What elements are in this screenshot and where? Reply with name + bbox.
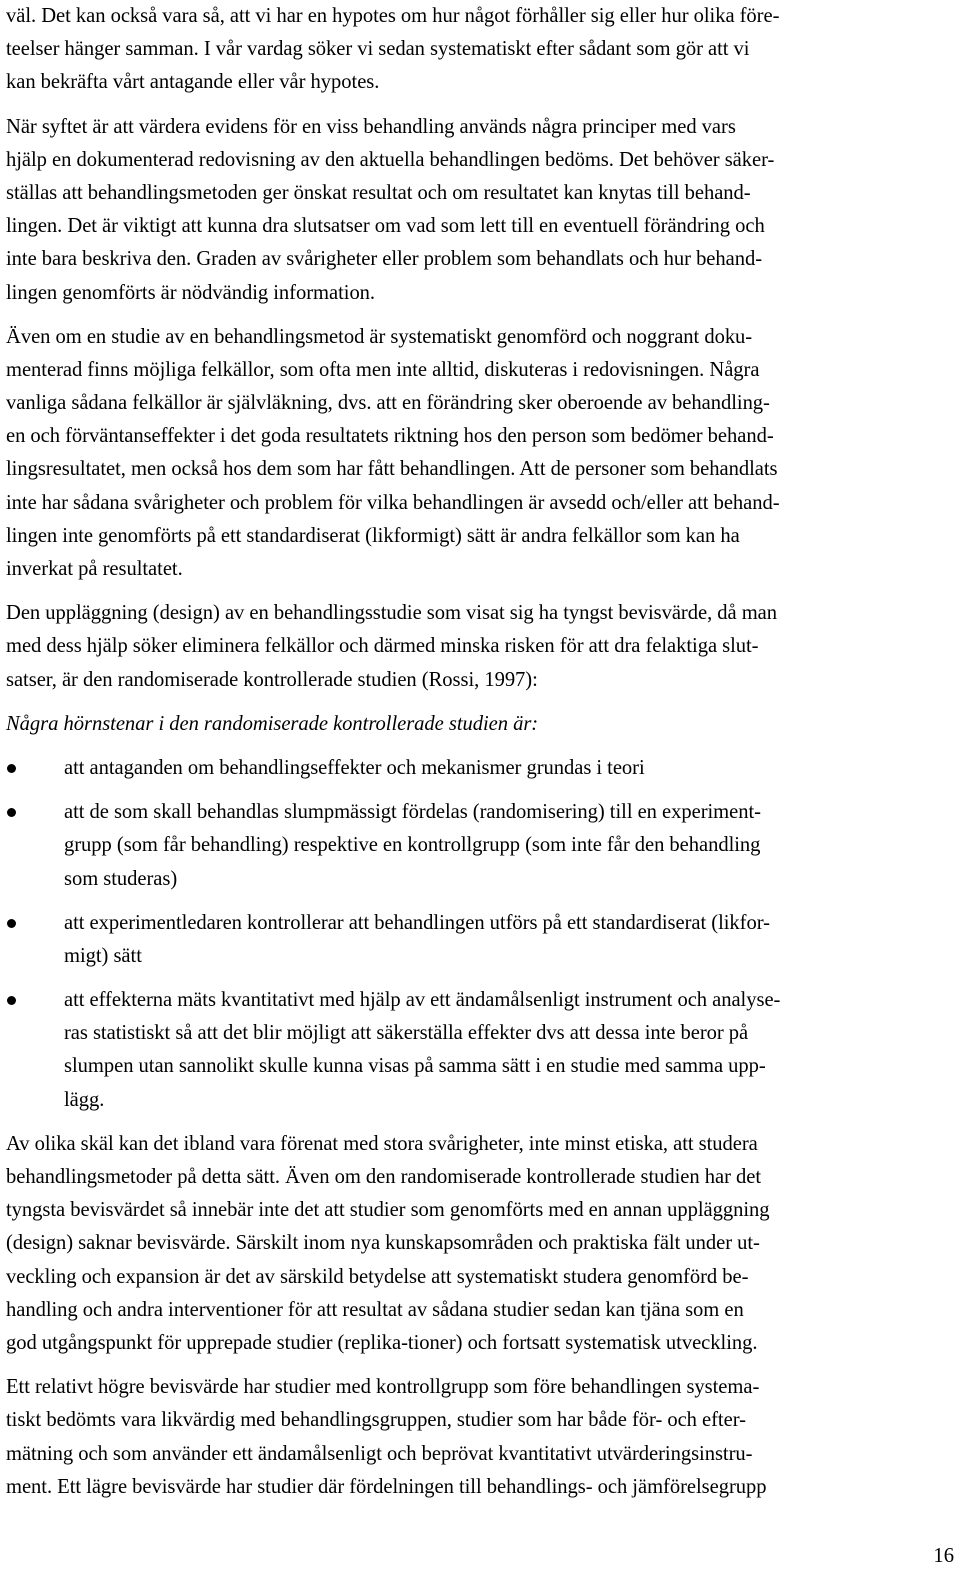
text-line: teelser hänger samman. I vår vardag söker vi sedan systematiskt efter sådant som gör att vi <box>6 38 750 61</box>
text-line: väl. Det kan också vara så, att vi har en hypotes om hur något förhåller sig eller hur olika före- <box>6 5 780 27</box>
text-line: lingen inte genomförts på ett standardiserat (likformigt) sätt är andra felkällor som kan ha <box>6 524 740 547</box>
bullet-icon <box>7 996 16 1005</box>
text-line: kan bekräfta vårt antagande eller vår hypotes. <box>6 71 380 94</box>
bullet-text: att effekterna mäts kvantitativt med hjälp av ett ändamålsenligt instrument och analyse- <box>64 989 781 1012</box>
paragraph <box>6 597 952 697</box>
text-line: satser, är den randomiserade kontrollerade studien (Rossi, 1997): <box>6 668 538 691</box>
text-line <box>6 796 952 829</box>
page-number: 16 <box>933 1545 954 1567</box>
paragraph <box>6 0 952 100</box>
text-line: tiskt bedömts vara likvärdig med behandlingsgruppen, studier som har både för- och efter- <box>6 1409 746 1432</box>
bullet-list <box>6 752 952 1117</box>
bullet-icon <box>7 764 16 773</box>
text-line: grupp (som får behandling) respektive en kontrollgrupp (som inte får den behandling <box>64 834 761 857</box>
bullet-icon <box>7 919 16 928</box>
text-line: Även om en studie av en behandlingsmetod är systematiskt genomförd och noggrant doku- <box>6 325 753 348</box>
list-heading: Några hörnstenar i den randomiserade kontrollerade studien är: <box>6 712 539 735</box>
list-item <box>6 984 952 1117</box>
list-item <box>6 907 952 973</box>
text-line: menterad finns möjliga felkällor, som ofta men inte alltid, diskuteras i redovisningen. Några <box>6 358 760 381</box>
text-line <box>6 752 952 785</box>
text-line: ras statistiskt så att det blir möjligt att säkerställa effekter dvs att dessa inte beror på <box>64 1022 749 1045</box>
text-line: Av olika skäl kan det ibland vara förenat med stora svårigheter, inte minst etiska, att studera <box>6 1132 758 1155</box>
text-line: god utgångspunkt för upprepade studier (replika-tioner) och fortsatt systematisk utveckling. <box>6 1331 758 1354</box>
text-line: ment. Ett lägre bevisvärde har studier där fördelningen till behandlings- och jämförelsegrupp <box>6 1475 767 1498</box>
text-line: migt) sätt <box>64 944 142 967</box>
document-page <box>6 0 952 1504</box>
text-line: inte har sådana svårigheter och problem för vilka behandlingen är avsedd och/eller att behand- <box>6 491 780 514</box>
text-line: mätning och som använder ett ändamålsenligt och beprövat kvantitativt utvärderingsinstru- <box>6 1442 753 1465</box>
paragraph <box>6 1371 952 1504</box>
text-line: Ett relativt högre bevisvärde har studier med kontrollgrupp som före behandlingen systema- <box>6 1376 760 1399</box>
bullet-text: att experimentledaren kontrollerar att behandlingen utförs på ett standardiserat (likfor- <box>64 911 770 934</box>
paragraph <box>6 1128 952 1360</box>
bullet-text: att antaganden om behandlingseffekter och mekanismer grundas i teori <box>64 756 645 779</box>
text-line: lingen genomförts är nödvändig information. <box>6 281 376 304</box>
list-item <box>6 796 952 896</box>
text-line: lägg. <box>64 1088 105 1111</box>
paragraph <box>6 111 952 310</box>
text-line: inte bara beskriva den. Graden av svårigheter eller problem som behandlats och hur behand- <box>6 248 763 271</box>
text-line: Den uppläggning (design) av en behandlingsstudie som visat sig ha tyngst bevisvärde, då man <box>6 602 778 625</box>
text-line: som studeras) <box>64 867 178 890</box>
text-line: en och förväntanseffekter i det goda resultatets riktning hos den person som bedömer behand- <box>6 425 774 448</box>
bullet-icon <box>7 808 16 817</box>
text-line: När syftet är att värdera evidens för en viss behandling används några principer med vars <box>6 115 736 138</box>
text-line: lingen. Det är viktigt att kunna dra slutsatser om vad som lett till en eventuell förändring och <box>6 215 765 238</box>
text-line: vanliga sådana felkällor är självläkning, dvs. att en förändring sker oberoende av behandling- <box>6 392 770 415</box>
text-line: handling och andra interventioner för att resultat av sådana studier sedan kan tjäna som en <box>6 1298 744 1321</box>
text-line: inverkat på resultatet. <box>6 558 183 580</box>
text-line: hjälp en dokumenterad redovisning av den aktuella behandlingen bedöms. Det behöver säker- <box>6 148 775 171</box>
text-line: behandlingsmetoder på detta sätt. Även om den randomiserade kontrollerade studien har det <box>6 1166 761 1188</box>
text-line: tyngsta bevisvärdet så innebär inte det att studier som genomförts med en annan uppläggning <box>6 1199 770 1222</box>
text-line: ställas att behandlingsmetoden ger önskat resultat och om resultatet kan knytas till behand- <box>6 181 751 204</box>
list-item <box>6 752 952 785</box>
text-line: veckling och expansion är det av särskild betydelse att systematiskt studera genomförd be- <box>6 1265 749 1288</box>
text-line: lingsresultatet, men också hos dem som har fått behandlingen. Att de personer som behandlats <box>6 458 778 481</box>
text-line: (design) saknar bevisvärde. Särskilt inom nya kunskapsområden och praktiska fält under ut- <box>6 1232 760 1255</box>
text-line <box>6 984 952 1017</box>
text-line: med dess hjälp söker eliminera felkällor och därmed minska risken för att dra felaktiga slut- <box>6 635 759 658</box>
bullet-text: att de som skall behandlas slumpmässigt fördelas (randomisering) till en experiment- <box>64 801 761 824</box>
paragraph <box>6 321 952 587</box>
text-line: slumpen utan sannolikt skulle kunna visas på samma sätt i en studie med samma upp- <box>64 1055 766 1078</box>
text-line <box>6 907 952 940</box>
